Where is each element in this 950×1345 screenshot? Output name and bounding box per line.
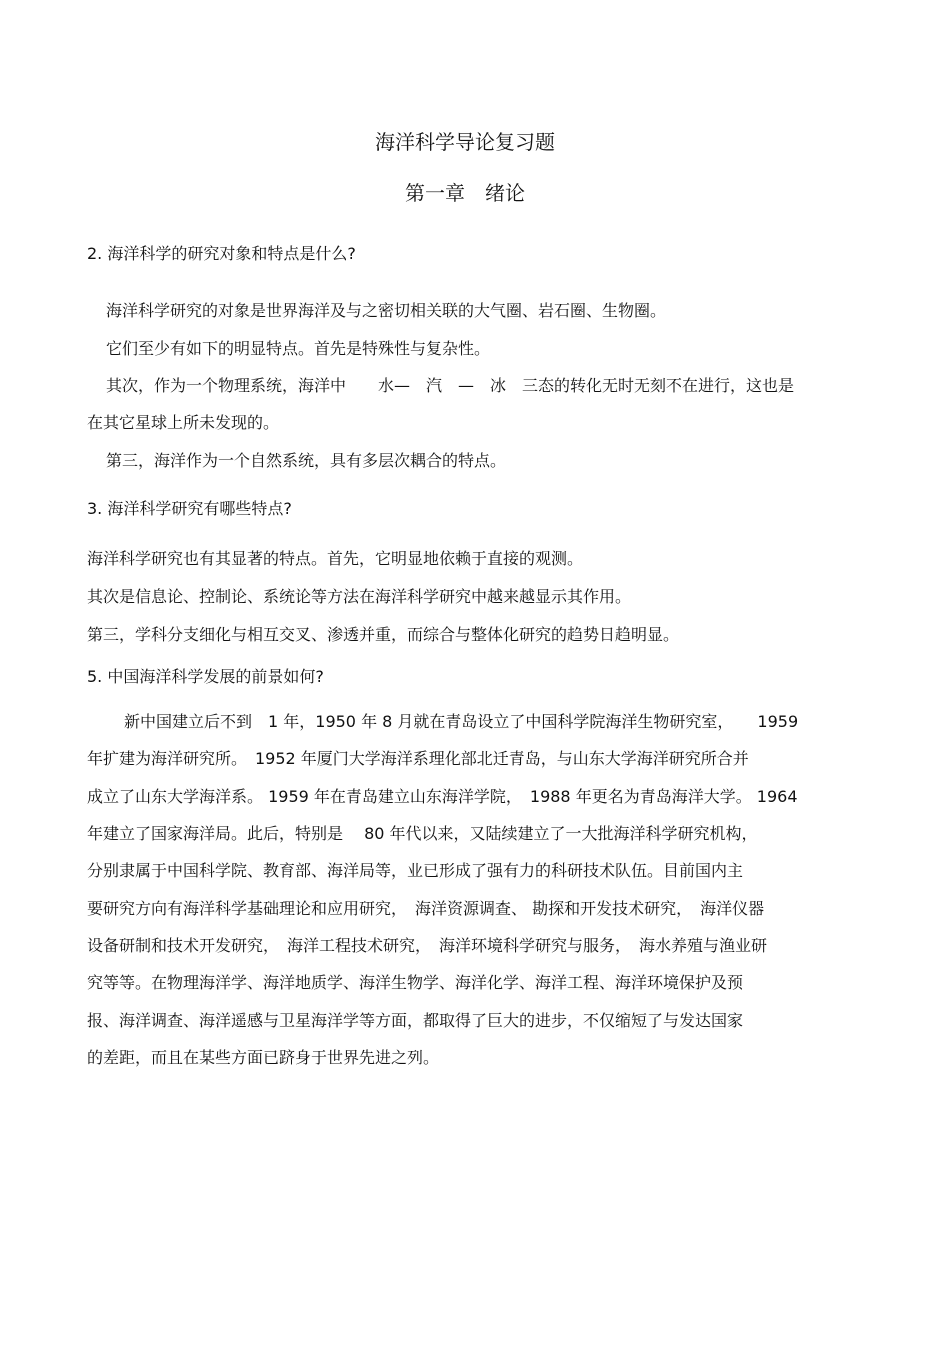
answer-line: 在其它星球上所未发现的。 — [87, 413, 280, 432]
answer-line: 年建立了国家海洋局。此后，特别是 80 年代以来，又陆续建立了一大批海洋科学研究机构， — [87, 824, 758, 843]
answer-line: 第三，海洋作为一个自然系统，具有多层次耦合的特点。 — [106, 451, 507, 470]
document-title: 海洋科学导论复习题 — [375, 130, 555, 154]
answer-line: 其次，作为一个物理系统，海洋中 水— 汽 — 冰 三态的转化无时无刻不在进行，这也是 — [106, 376, 795, 395]
answer-line: 其次是信息论、控制论、系统论等方法在海洋科学研究中越来越显示其作用。 — [87, 587, 632, 606]
answer-line: 海洋科学研究也有其显著的特点。首先，它明显地依赖于直接的观测。 — [87, 549, 584, 568]
answer-line: 究等等。在物理海洋学、海洋地质学、海洋生物学、海洋化学、海洋工程、海洋环境保护及预 — [87, 973, 744, 992]
question-heading: 2. 海洋科学的研究对象和特点是什么? — [87, 244, 356, 263]
answer-line: 报、海洋调查、海洋遥感与卫星海洋学等方面，都取得了巨大的进步，不仅缩短了与发达国家 — [87, 1011, 744, 1030]
answer-line: 成立了山东大学海洋系。 1959 年在青岛建立山东海洋学院， 1988 年更名为青岛海洋大学。 1964 — [87, 787, 798, 806]
answer-line: 它们至少有如下的明显特点。首先是特殊性与复杂性。 — [106, 339, 491, 358]
chapter-heading: 第一章 绪论 — [405, 181, 525, 205]
question-heading: 5. 中国海洋科学发展的前景如何? — [87, 667, 324, 686]
answer-line: 年扩建为海洋研究所。 1952 年厦门大学海洋系理化部北迁青岛，与山东大学海洋研究所合并 — [87, 749, 749, 768]
answer-line: 分别隶属于中国科学院、教育部、海洋局等，业已形成了强有力的科研技术队伍。目前国内主 — [87, 861, 744, 880]
answer-line: 设备研制和技术开发研究， 海洋工程技术研究， 海洋环境科学研究与服务， 海水养殖与渔业研 — [87, 936, 768, 955]
answer-line: 海洋科学研究的对象是世界海洋及与之密切相关联的大气圈、岩石圈、生物圈。 — [106, 301, 667, 320]
answer-line: 的差距，而且在某些方面已跻身于世界先进之列。 — [87, 1048, 440, 1067]
answer-line: 要研究方向有海洋科学基础理论和应用研究， 海洋资源调查、 勘探和开发技术研究， 海洋仪器 — [87, 899, 765, 918]
question-heading: 3. 海洋科学研究有哪些特点? — [87, 499, 292, 518]
answer-line: 新中国建立后不到 1 年，1950 年 8 月就在青岛设立了中国科学院海洋生物研究室， 1959 — [124, 712, 799, 731]
answer-line: 第三，学科分支细化与相互交叉、渗透并重，而综合与整体化研究的趋势日趋明显。 — [87, 625, 680, 644]
